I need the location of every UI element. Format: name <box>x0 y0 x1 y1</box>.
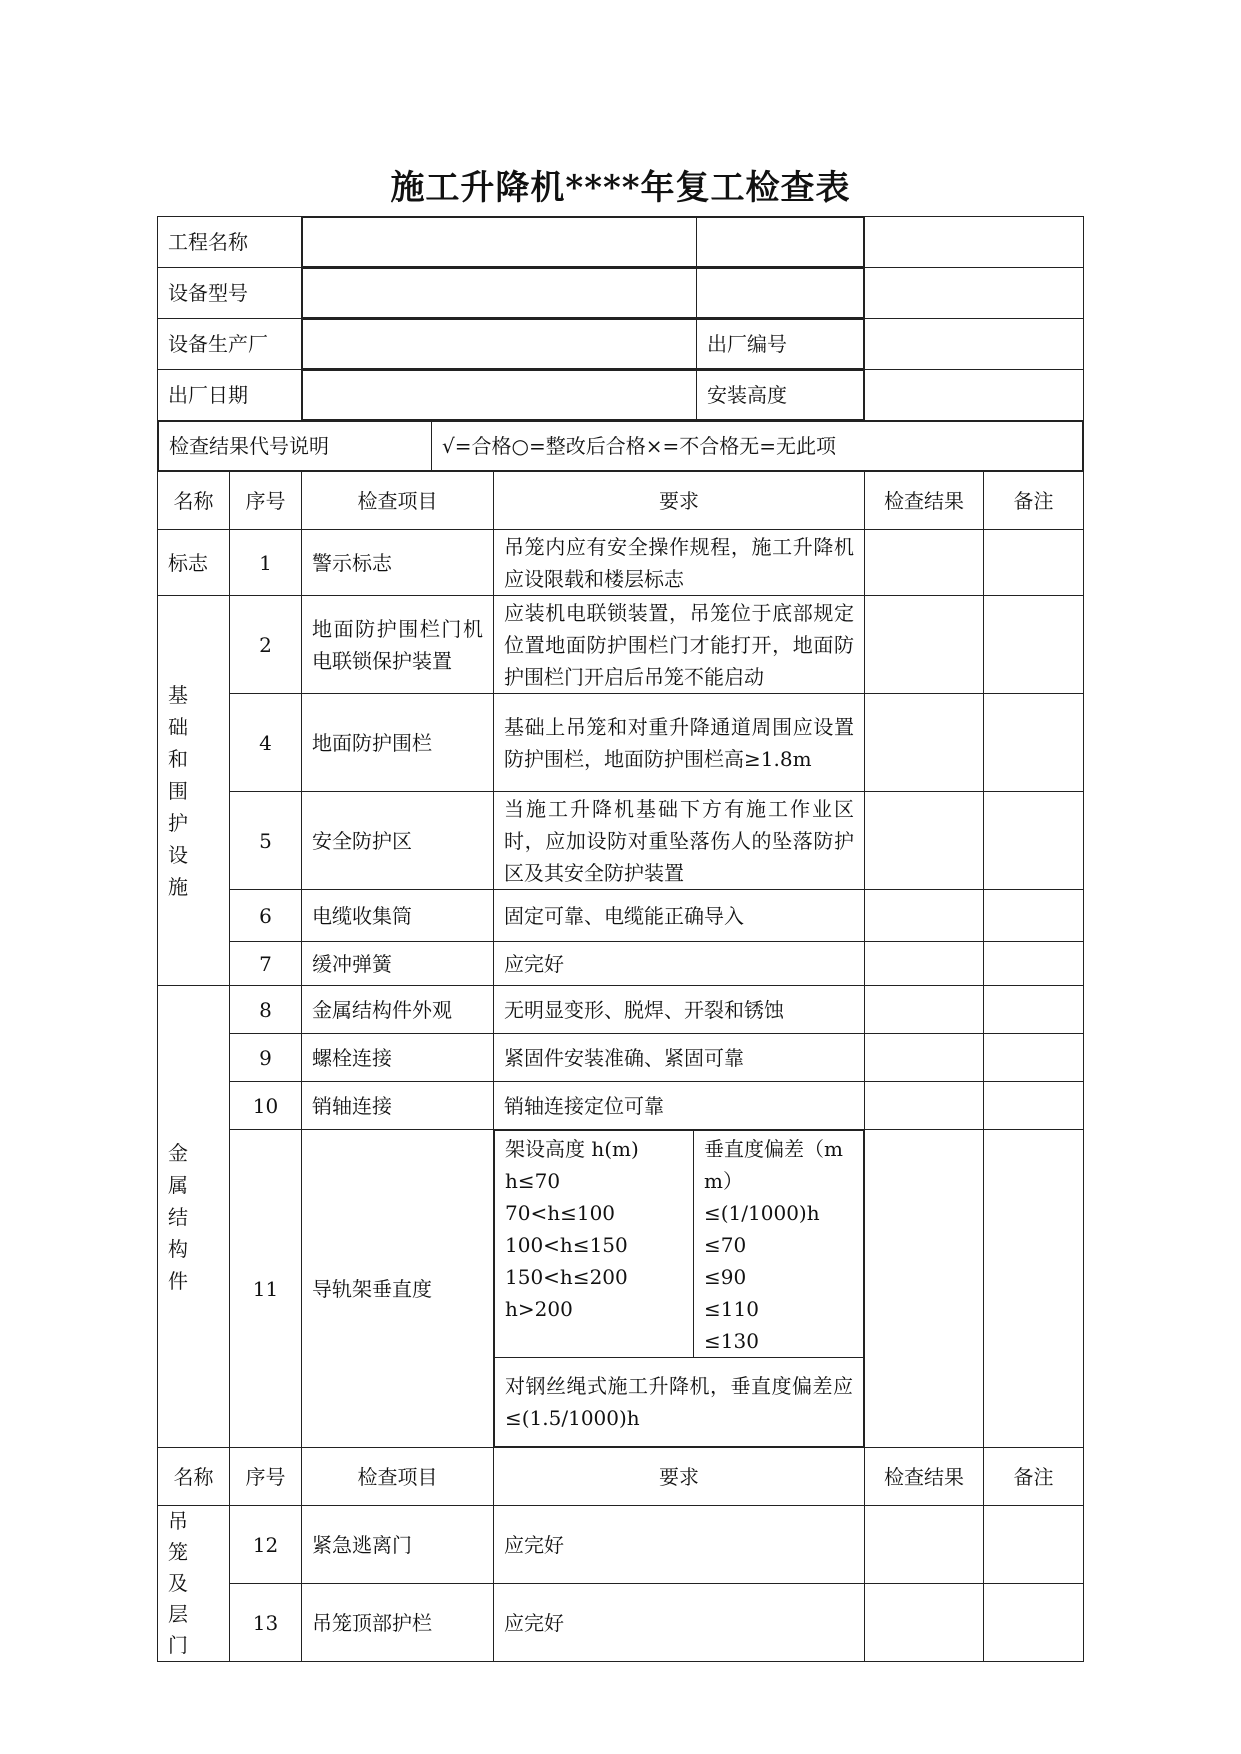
deviation-header: 垂直度偏差（mm） <box>704 1137 843 1193</box>
row-requirement: 应完好 <box>494 942 865 986</box>
header-remark: 备注 <box>984 472 1084 530</box>
row-result[interactable] <box>865 1082 984 1130</box>
row-remark[interactable] <box>984 1584 1084 1662</box>
row-result[interactable] <box>865 986 984 1034</box>
table-row <box>158 890 1084 942</box>
row-remark[interactable] <box>984 986 1084 1034</box>
row-no: 11 <box>230 1130 302 1448</box>
page-title: 施工升降机****年复工检查表 <box>390 168 851 208</box>
deviation-value: ≤130 <box>704 1329 759 1353</box>
header-name: 名称 <box>158 472 230 530</box>
install-height-value[interactable] <box>865 370 1084 421</box>
install-height-label: 安装高度 <box>697 371 864 420</box>
header-row-repeat <box>158 1448 1084 1506</box>
header-no: 序号 <box>230 472 302 530</box>
row-item: 金属结构件外观 <box>302 986 494 1034</box>
row-result[interactable] <box>865 1034 984 1082</box>
deviation-column <box>694 1131 864 1358</box>
factory-date-label: 出厂日期 <box>158 370 302 421</box>
deviation-value: ≤110 <box>704 1297 759 1321</box>
row-item: 紧急逃离门 <box>302 1506 494 1584</box>
project-name-extra-value[interactable] <box>865 217 1084 268</box>
row-remark[interactable] <box>984 890 1084 942</box>
row-result[interactable] <box>865 942 984 986</box>
code-cell <box>158 421 1084 472</box>
table-row <box>158 986 1084 1034</box>
header-requirement: 要求 <box>494 472 865 530</box>
header-no: 序号 <box>230 1448 302 1506</box>
header-remark: 备注 <box>984 1448 1084 1506</box>
table-row <box>158 596 1084 694</box>
row-requirement: 无明显变形、脱焊、开裂和锈蚀 <box>494 986 865 1034</box>
project-name-value[interactable] <box>303 218 697 267</box>
height-range: 100<h≤150 <box>505 1233 628 1257</box>
row-result[interactable] <box>865 694 984 792</box>
info-cell-pair <box>302 319 865 370</box>
row-no: 8 <box>230 986 302 1034</box>
height-range: 70<h≤100 <box>505 1201 616 1225</box>
table-row-verticality <box>158 1130 1084 1448</box>
table-row <box>158 792 1084 890</box>
info-cell-pair <box>302 268 865 319</box>
row-result[interactable] <box>865 890 984 942</box>
row-remark[interactable] <box>984 1130 1084 1448</box>
row-item: 警示标志 <box>302 530 494 596</box>
category-metal: 金属结构件 <box>158 986 230 1448</box>
height-range: h≤70 <box>505 1169 561 1193</box>
wire-rope-requirement: 对钢丝绳式施工升降机，垂直度偏差应≤(1.5/1000)h <box>495 1358 864 1447</box>
height-header: 架设高度 h(m) <box>505 1137 639 1161</box>
info-row-project <box>158 217 1084 268</box>
row-requirement: 应完好 <box>494 1584 865 1662</box>
factory-date-value[interactable] <box>303 371 697 420</box>
header-item: 检查项目 <box>302 472 494 530</box>
info-row-manufacturer <box>158 319 1084 370</box>
row-item: 缓冲弹簧 <box>302 942 494 986</box>
code-label: 检查结果代号说明 <box>159 422 432 471</box>
height-column <box>495 1131 694 1358</box>
row-result[interactable] <box>865 1130 984 1448</box>
verticality-requirement <box>494 1130 865 1448</box>
row-requirement: 基础上吊笼和对重升降通道周围应设置防护围栏，地面防护围栏高≥1.8m <box>494 694 865 792</box>
header-requirement: 要求 <box>494 1448 865 1506</box>
info-cell-pair <box>302 217 865 268</box>
row-item: 安全防护区 <box>302 792 494 890</box>
row-no: 1 <box>230 530 302 596</box>
row-remark[interactable] <box>984 1506 1084 1584</box>
height-range: h>200 <box>505 1297 573 1321</box>
row-no: 13 <box>230 1584 302 1662</box>
model-value[interactable] <box>303 269 697 318</box>
model-label: 设备型号 <box>158 268 302 319</box>
row-item: 吊笼顶部护栏 <box>302 1584 494 1662</box>
row-result[interactable] <box>865 596 984 694</box>
model-extra[interactable] <box>697 269 864 318</box>
row-item: 螺栓连接 <box>302 1034 494 1082</box>
category-sign: 标志 <box>158 530 230 596</box>
project-name-label: 工程名称 <box>158 217 302 268</box>
category-foundation: 基础和围护设施 <box>158 596 230 986</box>
table-row <box>158 694 1084 792</box>
inspection-table <box>157 216 1084 1662</box>
factory-no-label: 出厂编号 <box>697 320 864 369</box>
info-cell-pair <box>302 370 865 421</box>
row-no: 6 <box>230 890 302 942</box>
manufacturer-label: 设备生产厂 <box>158 319 302 370</box>
code-value: √=合格○=整改后合格×=不合格无=无此项 <box>432 422 1083 471</box>
deviation-value: ≤(1/1000)h <box>704 1201 820 1225</box>
row-no: 9 <box>230 1034 302 1082</box>
row-item: 导轨架垂直度 <box>302 1130 494 1448</box>
row-item: 销轴连接 <box>302 1082 494 1130</box>
row-result[interactable] <box>865 1506 984 1584</box>
row-no: 4 <box>230 694 302 792</box>
row-requirement: 固定可靠、电缆能正确导入 <box>494 890 865 942</box>
table-row <box>158 1034 1084 1082</box>
info-row-model <box>158 268 1084 319</box>
height-range: 150<h≤200 <box>505 1265 628 1289</box>
row-no: 10 <box>230 1082 302 1130</box>
info-row-codes <box>158 421 1084 472</box>
table-row <box>158 1506 1084 1584</box>
row-requirement: 当施工升降机基础下方有施工作业区时，应加设防对重坠落伤人的坠落防护区及其安全防护装置 <box>494 792 865 890</box>
deviation-value: ≤90 <box>704 1265 747 1289</box>
row-item: 地面防护围栏 <box>302 694 494 792</box>
row-no: 12 <box>230 1506 302 1584</box>
table-row <box>158 530 1084 596</box>
row-requirement: 紧固件安装准确、紧固可靠 <box>494 1034 865 1082</box>
row-remark[interactable] <box>984 1034 1084 1082</box>
manufacturer-value[interactable] <box>303 320 697 369</box>
row-result[interactable] <box>865 792 984 890</box>
row-remark[interactable] <box>984 694 1084 792</box>
row-requirement: 销轴连接定位可靠 <box>494 1082 865 1130</box>
info-row-date <box>158 370 1084 421</box>
model-extra-value[interactable] <box>865 268 1084 319</box>
header-result: 检查结果 <box>865 472 984 530</box>
table-row <box>158 1584 1084 1662</box>
row-result[interactable] <box>865 1584 984 1662</box>
row-no: 7 <box>230 942 302 986</box>
header-row <box>158 472 1084 530</box>
row-requirement: 应完好 <box>494 1506 865 1584</box>
row-item: 电缆收集筒 <box>302 890 494 942</box>
row-item: 地面防护围栏门机电联锁保护装置 <box>302 596 494 694</box>
row-remark[interactable] <box>984 792 1084 890</box>
header-name: 名称 <box>158 1448 230 1506</box>
deviation-value: ≤70 <box>704 1233 747 1257</box>
header-item: 检查项目 <box>302 1448 494 1506</box>
row-remark[interactable] <box>984 942 1084 986</box>
row-requirement: 应装机电联锁装置，吊笼位于底部规定位置地面防护围栏门才能打开，地面防护围栏门开启后吊笼不能启动 <box>494 596 865 694</box>
row-requirement: 吊笼内应有安全操作规程，施工升降机应设限载和楼层标志 <box>494 530 865 596</box>
row-remark[interactable] <box>984 1082 1084 1130</box>
table-row <box>158 1082 1084 1130</box>
row-no: 5 <box>230 792 302 890</box>
header-result: 检查结果 <box>865 1448 984 1506</box>
table-row <box>158 942 1084 986</box>
row-remark[interactable] <box>984 596 1084 694</box>
row-no: 2 <box>230 596 302 694</box>
row-result[interactable] <box>865 530 984 596</box>
factory-no-value[interactable] <box>865 319 1084 370</box>
project-name-extra[interactable] <box>697 218 864 267</box>
row-remark[interactable] <box>984 530 1084 596</box>
category-cage: 吊笼及层门 <box>158 1506 230 1662</box>
